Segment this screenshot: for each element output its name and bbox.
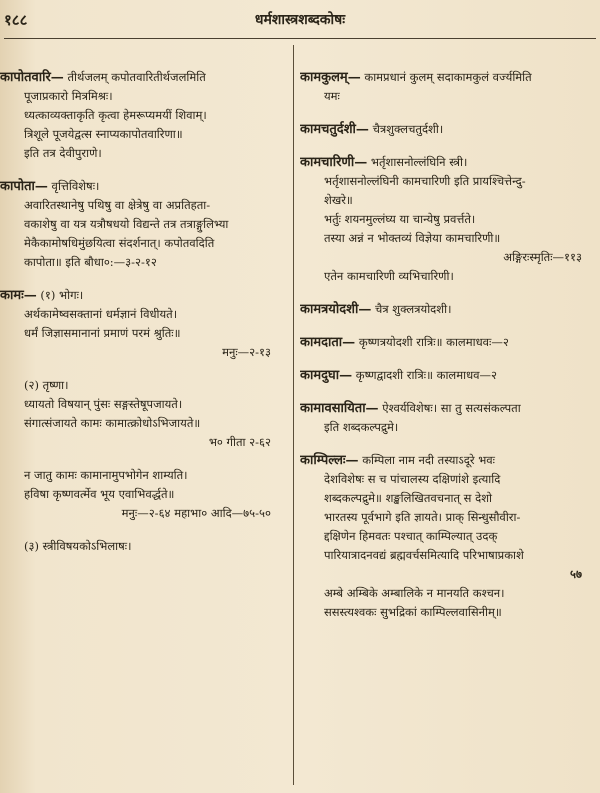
entry-line: कापोता॥ इति बौधा०:—३-२-१२ — [24, 255, 157, 269]
entry-definition: वृत्तिविशेषः। — [51, 179, 100, 193]
entry-definition: ऐश्वर्यविशेषः। सा तु सत्यसंकल्पता — [382, 401, 521, 415]
entry-definition: भर्तृशासनोल्लंघिनि स्त्री। — [370, 155, 468, 169]
entry-definition: (१) भोगः। — [40, 288, 84, 302]
column-divider — [293, 45, 294, 785]
entry-line: भर्तुः शयनमुल्लंघ्य या चान्येषु प्रवर्त्तते। — [324, 212, 476, 226]
entry-line: धर्मं जिज्ञासमानानां प्रमाणं परमं श्रुतिः॥ — [24, 326, 181, 340]
page-marker: ५७ — [570, 567, 582, 581]
entry-reference: मनुः—२-६४ महाभा० आदि—७५-५० — [121, 506, 271, 520]
entry-headword: कामावसायिता— — [300, 401, 379, 416]
entry-definition: कृष्णद्वादशी रात्रिः॥ कालमाधव—२ — [355, 368, 498, 382]
entry-line: मेकैकामोषधिमुंछयित्वा संदर्शनात्। कपोतवदिति — [24, 236, 215, 250]
entry-line — [0, 177, 285, 196]
entry-line — [300, 68, 596, 87]
entry-line: ध्यायतो विषयान् पुंसः सङ्गस्तेषूपजायते। — [24, 397, 183, 411]
entry-line: अम्बे अम्बिके अम्बालिके न मानयति कश्चन। — [324, 586, 505, 600]
entry-line: भारतस्य पूर्वभागे इति ज्ञायते। प्राक् सिन्धुसौवीरा- — [324, 510, 521, 524]
entry-headword: कामत्रयोदशी— — [300, 302, 372, 317]
entry-definition: कामप्रधानं कुलम् सदाकामकुलं वर्ज्यमिति — [364, 70, 532, 84]
dictionary-entry — [0, 466, 285, 523]
entry-line: तस्या अन्नं न भोक्तव्यं विज्ञेया कामचारिणी॥ — [324, 231, 501, 245]
dictionary-entry — [0, 177, 285, 272]
entry-line: यमः — [324, 89, 340, 103]
dictionary-entry — [0, 537, 285, 556]
entry-line — [300, 153, 596, 172]
dictionary-entry — [0, 376, 285, 452]
dictionary-entry — [300, 399, 596, 437]
entry-definition: कम्पिला नाम नदी तस्याऽदूरे भवः — [362, 453, 495, 467]
entry-headword: काम्पिल्लः— — [300, 453, 359, 468]
entry-reference: भ० गीता २-६२ — [208, 435, 271, 449]
entry-line: देशविशेषः स च पांचालस्य दक्षिणांशे इत्यादि — [324, 472, 501, 486]
entry-line: त्रिशूले पूजयेद्वत्स स्नाप्यकापोतवारिणा॥ — [24, 127, 183, 141]
entry-definition: चैत्रशुक्लचतुर्दशी। — [372, 122, 444, 136]
entry-headword: कापोतवारि— — [0, 70, 64, 85]
dictionary-entry — [0, 68, 285, 163]
entry-line: अर्थकामेष्वसक्तानां धर्मज्ञानं विधीयते। — [24, 307, 178, 321]
entry-line: वकाशेषु वा यत्र यत्रौषधयो विद्यन्ते तत्र तत्राङ्गुलिभ्या — [24, 217, 229, 231]
right-column — [300, 68, 596, 636]
entry-line: संगात्संजायते कामः कामात्क्रोधोऽभिजायते॥ — [24, 416, 201, 430]
page-title: धर्मशास्त्रशब्दकोषः — [254, 12, 346, 28]
entry-line: द्दक्षिणेन हिमवतः पश्चात् काम्पिल्यात् उदक् — [324, 529, 498, 543]
entry-line: (३) स्त्रीविषयकोऽभिलाषः। — [24, 539, 132, 553]
entry-reference: मनुः—२-१३ — [222, 345, 271, 359]
entry-headword: कापोता— — [0, 179, 48, 194]
entry-headword: कामकुलम्— — [300, 70, 361, 85]
entry-line — [300, 120, 596, 139]
entry-line: ससस्त्यश्वकः सुभद्रिकां काम्पिल्लवासिनीम्॥ — [324, 605, 502, 619]
dictionary-entry — [300, 68, 596, 106]
left-column — [0, 68, 285, 570]
entry-line — [300, 451, 596, 470]
entry-line: एतेन कामचारिणी व्यभिचारिणी। — [324, 269, 454, 283]
entry-line: हविषा कृष्णवर्त्मेव भूय एवाभिवर्द्धते॥ — [24, 487, 175, 501]
dictionary-entry — [300, 153, 596, 286]
entry-line: पारियात्रादनवद्यं ब्रह्मवर्चसमित्यादि परिभाषाप्रकाशे — [324, 548, 524, 562]
dictionary-entry — [300, 451, 596, 622]
entry-reference: अङ्गिरःस्मृतिः—११३ — [503, 250, 582, 264]
entry-line: पूजाप्रकारो मित्रमिश्रः। — [24, 89, 113, 103]
entry-line — [0, 68, 285, 87]
entry-line — [300, 399, 596, 418]
entry-headword: कामचतुर्दशी— — [300, 122, 369, 137]
entry-line — [300, 300, 596, 319]
entry-line: अवारितस्थानेषु पथिषु वा क्षेत्रेषु वा अप्रतिहता- — [24, 198, 211, 212]
entry-line: ध्यत्काव्यक्ताकृति कृत्वा हेमरूप्यमयीं शिवाम्। — [24, 108, 207, 122]
entry-line: शब्दकल्पद्रुमे॥ शङ्खलिखितवचनात् स देशो — [324, 491, 492, 505]
entry-definition: चैत्र शुक्लत्रयोदशी। — [374, 302, 452, 316]
entry-line — [300, 366, 596, 385]
entry-line — [300, 333, 596, 352]
dictionary-entry — [300, 120, 596, 139]
entry-headword: कामः— — [0, 288, 37, 303]
dictionary-entry — [0, 286, 285, 362]
entry-headword: कामदाता— — [300, 335, 356, 350]
entry-headword: कामदुघा— — [300, 368, 353, 383]
entry-definition: कृष्णत्रयोदशी रात्रिः॥ कालमाधवः—२ — [358, 335, 509, 349]
entry-line — [0, 286, 285, 305]
page-header — [0, 6, 600, 32]
entry-line: भर्तृशासनोल्लंघिनी कामचारिणी इति प्रायश्चित्तेन्दु- — [324, 174, 526, 188]
dictionary-entry — [300, 300, 596, 319]
entry-definition: तीर्थजलम् कपोतवारितीर्थजलमिति — [67, 70, 206, 84]
entry-line: इति तत्र देवीपुराणे। — [24, 146, 102, 160]
page-number: १८८ — [4, 11, 28, 29]
entry-line: (२) तृष्णा। — [24, 378, 69, 392]
dictionary-entry — [300, 333, 596, 352]
entry-headword: कामचारिणी— — [300, 155, 368, 170]
entry-line: इति शब्दकल्पद्रुमे। — [324, 420, 399, 434]
dictionary-entry — [300, 366, 596, 385]
header-rule — [4, 38, 596, 39]
entry-line: शेखरे॥ — [324, 193, 353, 207]
entry-line: न जातु कामः कामानामुपभोगेन शाम्यति। — [24, 468, 188, 482]
